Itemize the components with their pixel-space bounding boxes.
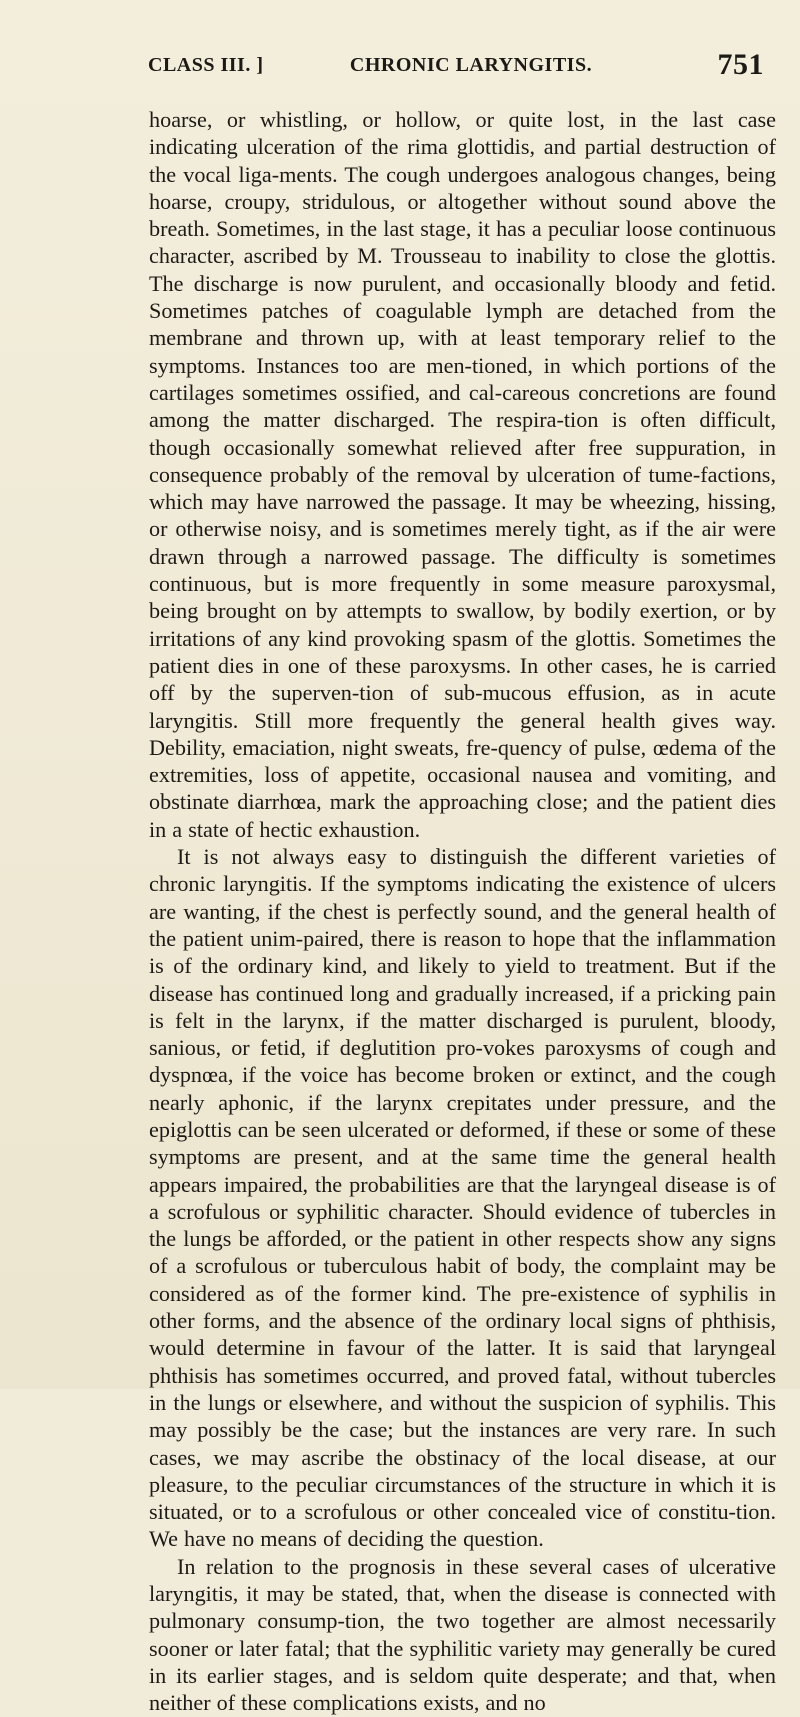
paragraph-prognosis: In relation to the prognosis in these several cases of ulcerative laryngitis, it may be stated, that, when the disease is connected with pulmonary consump-tion, the two together are almost necessarily sooner or later fatal; that the syphilitic variety may generally be cured in its earlier stages, and is seldom quite desperate; and that, when neither of these complications exists, and no — [149, 1553, 776, 1716]
page-number: 751 — [717, 48, 764, 81]
header-chapter-title: CHRONIC LARYNGITIS. — [349, 54, 593, 76]
paragraph-distinguishing-varieties: It is not always easy to distinguish the different varieties of chronic laryngitis. If the symptoms indicating the existence of ulcers are wanting, if the chest is perfectly sound, and the general health of the patient unim-paired, there is reason to hope that the inflammation is of the ordinary kind, and likely to yield to treatment. But if the disease has continued long and gradually increased, if a pricking pain is felt in the larynx, if the matter discharged is purulent, bloody, sanious, or fetid, if deglutition pro-vokes paroxysms of cough and dyspnœa, if the voice has become broken or extinct, and the cough nearly aphonic, if the larynx crepitates under pressure, and the epiglottis can be seen ulcerated or deformed, if these or some of these symptoms are present, and at the same time the general health appears impaired, the probabilities are that the laryngeal disease is of a scrofulous or syphilitic character. Should evidence of tubercles in the lungs be afforded, or the patient in other respects show any signs of a scrofulous or tuberculous habit of body, the complaint may be considered as of the former kind. The pre-existence of syphilis in other forms, and the absence of the ordinary local signs of phthisis, would determine in favour of the latter. It is said that laryngeal phthisis has sometimes occurred, and proved fatal, without tubercles in the lungs or elsewhere, and without the suspicion of syphilis. This may possibly be the case; but the instances are very rare. In such cases, we may ascribe the obstinacy of the local disease, at our pleasure, to the peculiar circumstances of the structure in which it is situated, or to a scrofulous or other concealed vice of constitu-tion. We have no means of deciding the question. — [149, 844, 776, 1552]
paragraph-continuation: hoarse, or whistling, or hollow, or quite lost, in the last case indicating ulceration of the rima glottidis, and partial destruction of the vocal liga-ments. The cough undergoes analogous changes, being hoarse, croupy, stridulous, or altogether without sound above the breath. Sometimes, in the last stage, it has a peculiar loose continuous character, ascribed by M. Trousseau to inability to close the glottis. The discharge is now purulent, and occasionally bloody and fetid. Sometimes patches of coagulable lymph are detached from the membrane and thrown up, with at least temporary relief to the symptoms. Instances too are men-tioned, in which portions of the cartilages sometimes ossified, and cal-careous concretions are found among the matter discharged. The respira-tion is often difficult, though occasionally somewhat relieved after free suppuration, in consequence probably of the removal by ulceration of tume-factions, which may have narrowed the passage. It may be wheezing, hissing, or otherwise noisy, and is sometimes merely tight, as if the air were drawn through a narrowed passage. The difficulty is sometimes continuous, but is more frequently in some measure paroxysmal, being brought on by attempts to swallow, by bodily exertion, or by irritations of any kind provoking spasm of the glottis. Sometimes the patient dies in one of these paroxysms. In other cases, he is carried off by the superven-tion of sub-mucous effusion, as in acute laryngitis. Still more frequently the general health gives way. Debility, emaciation, night sweats, fre-quency of pulse, œdema of the extremities, loss of appetite, occasional nausea and vomiting, and obstinate diarrhœa, mark the approaching close; and the patient dies in a state of hectic exhaustion. — [149, 107, 776, 842]
running-header — [148, 46, 764, 86]
header-class-label: CLASS III. ] — [148, 54, 264, 76]
body-text — [149, 106, 776, 1717]
